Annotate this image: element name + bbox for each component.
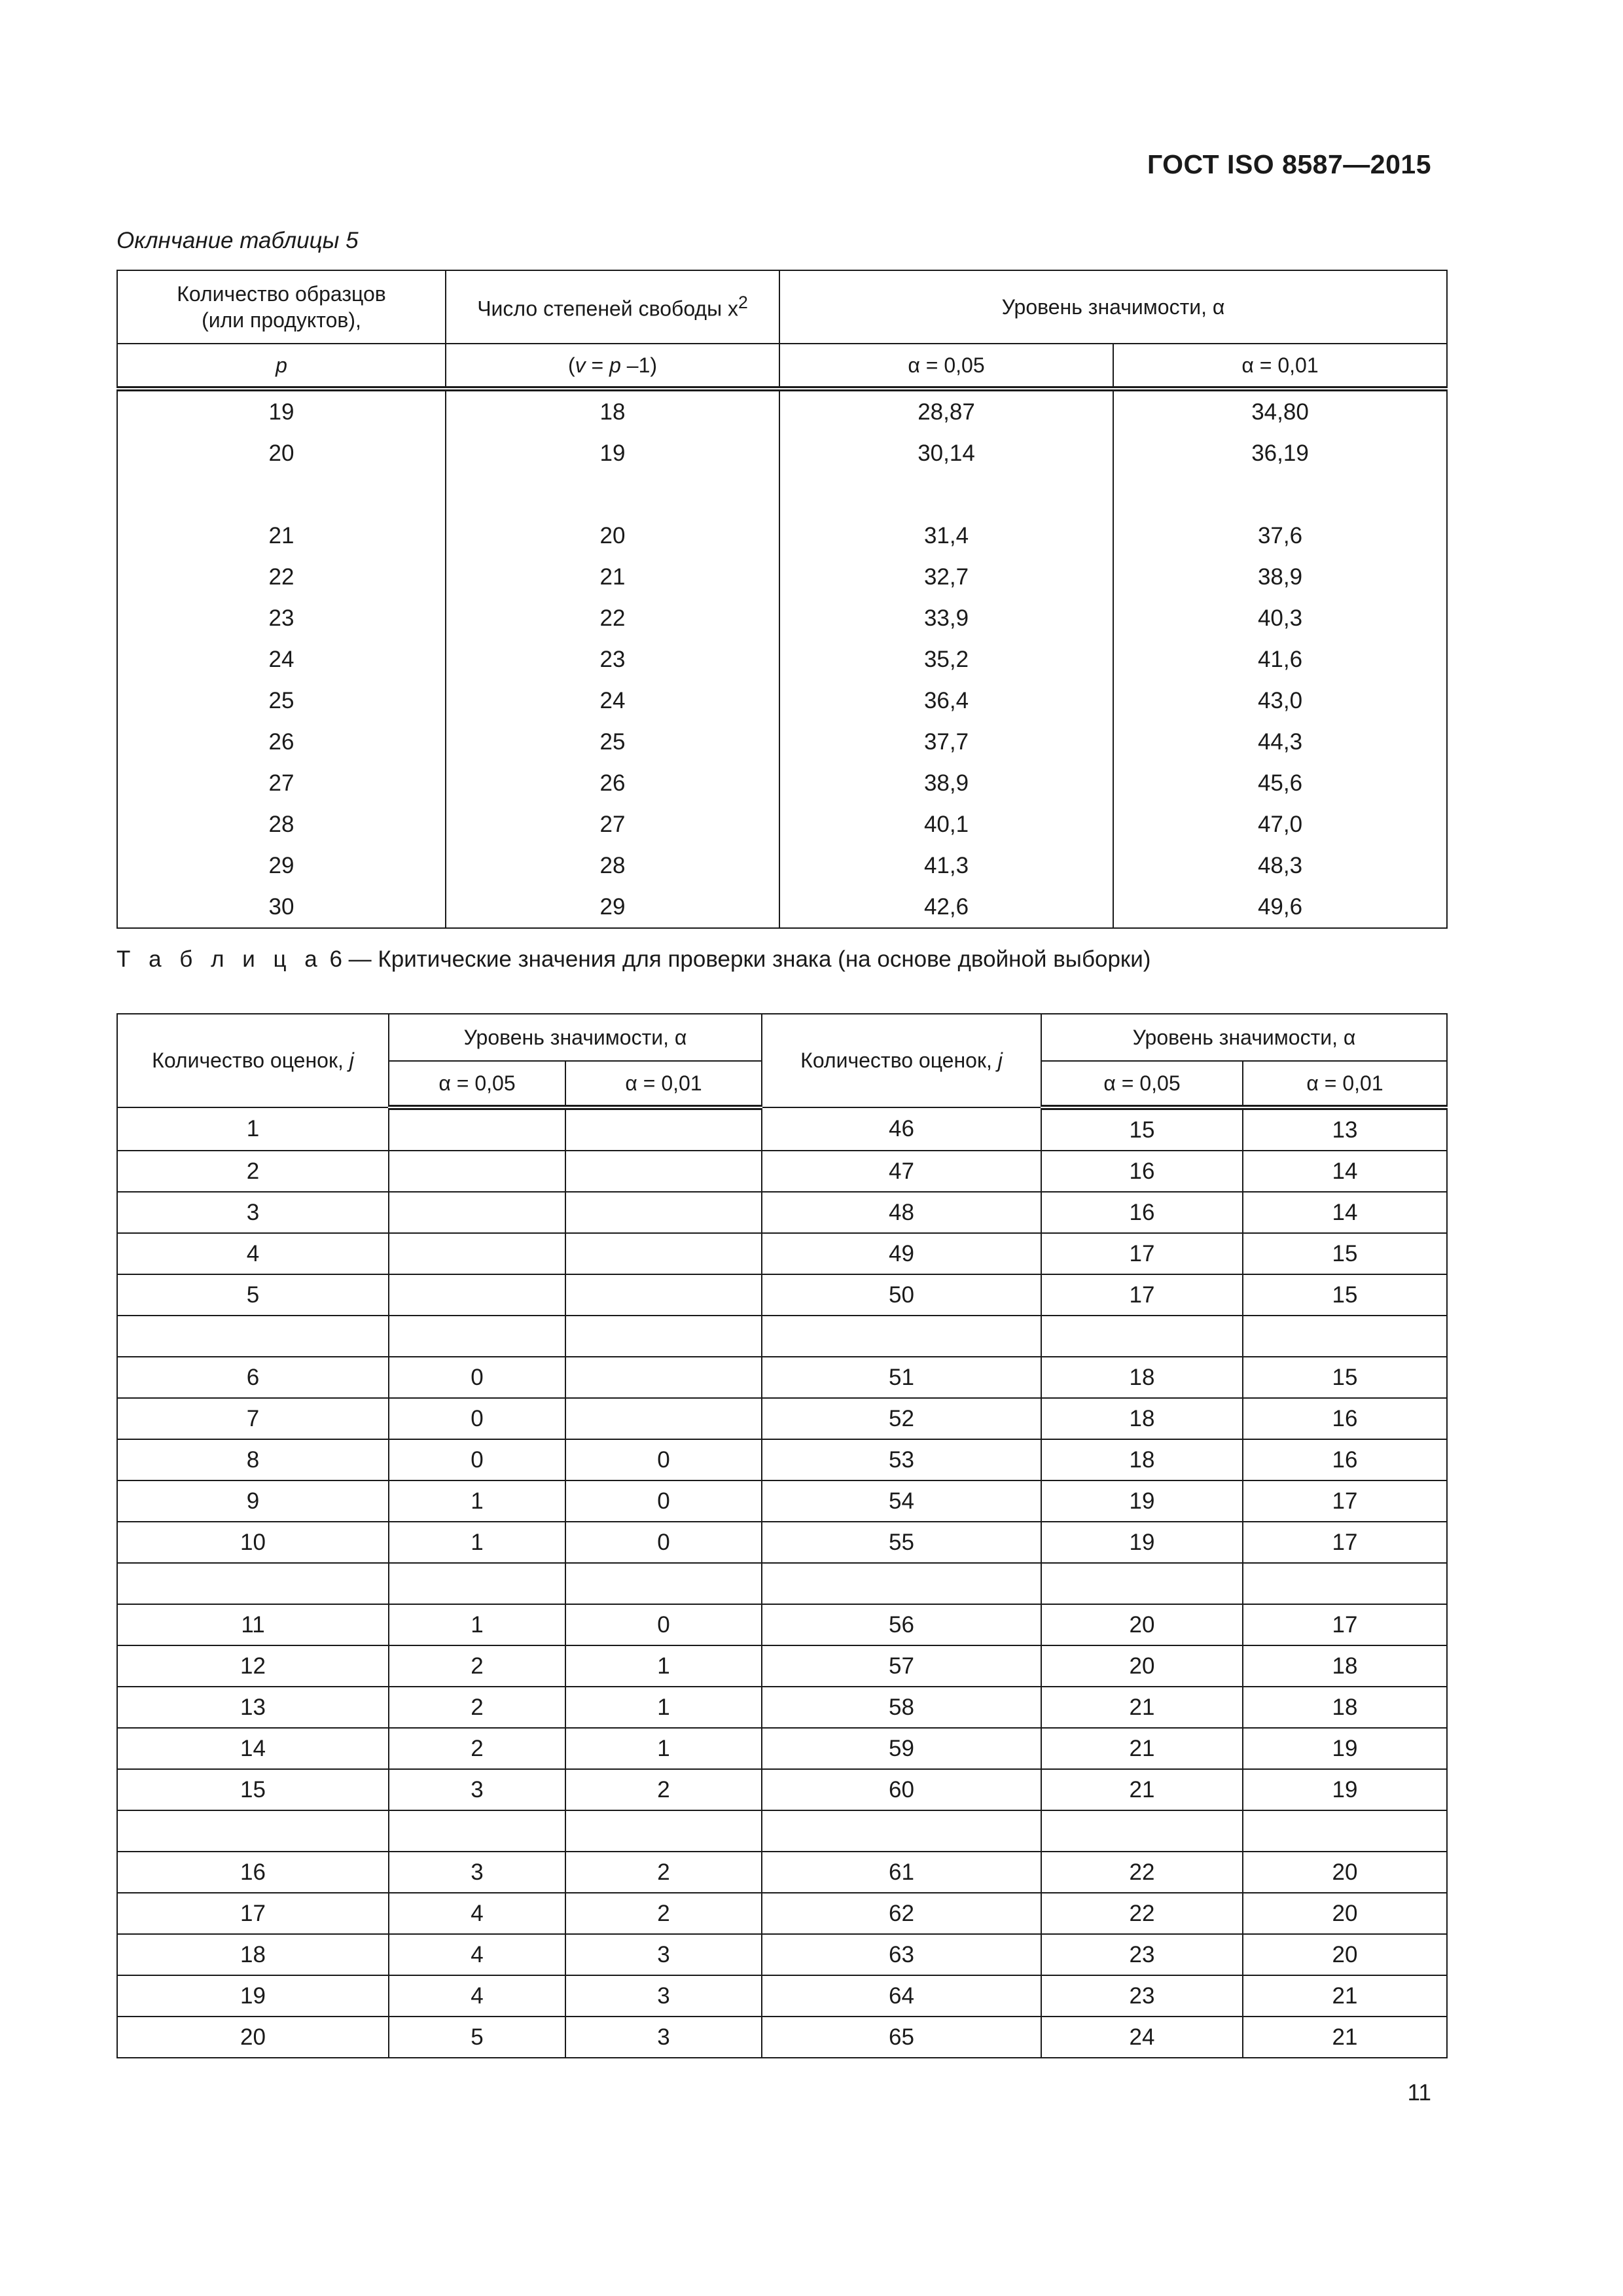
- table5-cell: 30: [117, 886, 446, 928]
- t5-header-dof: [446, 270, 779, 344]
- table6-cell: [565, 1274, 762, 1316]
- table-row: [117, 1852, 1447, 1893]
- t5-header-samples-line2: (или продуктов),: [202, 308, 361, 332]
- table-row: [117, 1192, 1447, 1233]
- table-row: [117, 680, 1447, 721]
- t6-header-count-left: [117, 1014, 389, 1107]
- t5-sub-v-p: p: [609, 353, 621, 377]
- table6-cell: 53: [762, 1439, 1041, 1480]
- table6-cell: 1: [565, 1687, 762, 1728]
- table6-cell: 9: [117, 1480, 389, 1522]
- table6-cell: 57: [762, 1645, 1041, 1687]
- table6-cell: 7: [117, 1398, 389, 1439]
- table5-cell: 40,3: [1113, 598, 1447, 639]
- table6-cell: 63: [762, 1934, 1041, 1975]
- table6-cell: 24: [1041, 2017, 1243, 2058]
- table5-cell: 19: [446, 433, 779, 474]
- table5-caption: Оклнчание таблицы 5: [116, 228, 359, 253]
- table6-cell: 0: [389, 1398, 565, 1439]
- table5-cell: [779, 474, 1113, 515]
- table6-cell: 51: [762, 1357, 1041, 1398]
- table5-cell: 37,6: [1113, 515, 1447, 556]
- table6-cell: 6: [117, 1357, 389, 1398]
- table5-cell: 23: [117, 598, 446, 639]
- table6-cell: 14: [117, 1728, 389, 1769]
- table6-cell: 0: [565, 1480, 762, 1522]
- table6-cell: 13: [117, 1687, 389, 1728]
- t5-sub-v-pre: (: [567, 353, 575, 377]
- table-6: [116, 1013, 1448, 2058]
- table-row: [117, 1893, 1447, 1934]
- table-row: [117, 1357, 1447, 1398]
- table5-cell: [117, 474, 446, 515]
- t6-header-count-left-label: Количество оценок,: [152, 1049, 349, 1072]
- table-row: [117, 1810, 1447, 1852]
- table6-cell: 11: [117, 1604, 389, 1645]
- table6-cell: 15: [1243, 1233, 1447, 1274]
- table-row: [117, 1398, 1447, 1439]
- table5-cell: [446, 474, 779, 515]
- table6-cell: [1041, 1563, 1243, 1604]
- table-row: [117, 804, 1447, 845]
- table5-cell: 21: [117, 515, 446, 556]
- table5-cell: 42,6: [779, 886, 1113, 928]
- table5-cell: 29: [446, 886, 779, 928]
- table6-cell: 15: [1243, 1357, 1447, 1398]
- table6-cell: 4: [389, 1893, 565, 1934]
- t6-header-count-left-var: j: [349, 1049, 354, 1072]
- table5-cell: 41,3: [779, 845, 1113, 886]
- t5-subheader-alpha-001: α = 0,01: [1113, 344, 1447, 389]
- table5-cell: 22: [117, 556, 446, 598]
- table-row: [117, 845, 1447, 886]
- table5-cell: 27: [117, 762, 446, 804]
- table6-cell: [389, 1810, 565, 1852]
- table6-cell: 16: [1041, 1192, 1243, 1233]
- table6-cell: [117, 1316, 389, 1357]
- table6-cell: 20: [1243, 1852, 1447, 1893]
- table6-cell: 17: [1041, 1274, 1243, 1316]
- t5-sub-v-var: v: [575, 353, 586, 377]
- t6-header-level-right: Уровень значимости, α: [1041, 1014, 1447, 1061]
- table6-cell: [117, 1563, 389, 1604]
- table6-cell: 1: [389, 1522, 565, 1563]
- table6-cell: [565, 1398, 762, 1439]
- table6-cell: 46: [762, 1107, 1041, 1151]
- table6-cell: [1243, 1810, 1447, 1852]
- table6-cell: [565, 1563, 762, 1604]
- t6-header-count-right-label: Количество оценок,: [800, 1049, 998, 1072]
- table5-cell: 30,14: [779, 433, 1113, 474]
- table6-cell: 5: [117, 1274, 389, 1316]
- table5-cell: 20: [446, 515, 779, 556]
- table6-cell: 18: [117, 1934, 389, 1975]
- table6-cell: 2: [117, 1151, 389, 1192]
- table6-cell: 1: [565, 1645, 762, 1687]
- table6-cell: 52: [762, 1398, 1041, 1439]
- t5-header-dof-label: Число степеней свободы x: [477, 296, 738, 321]
- table-row: [117, 1439, 1447, 1480]
- table6-cell: 21: [1041, 1728, 1243, 1769]
- table-row: [117, 598, 1447, 639]
- table6-cell: 20: [1243, 1893, 1447, 1934]
- table6-cell: 15: [1243, 1274, 1447, 1316]
- table-row: [117, 1107, 1447, 1151]
- table6-cell: [1041, 1810, 1243, 1852]
- table5-cell: 45,6: [1113, 762, 1447, 804]
- table5-cell: 36,4: [779, 680, 1113, 721]
- table-row: [117, 1274, 1447, 1316]
- table6-cell: 0: [389, 1439, 565, 1480]
- table5-cell: 24: [117, 639, 446, 680]
- table6-caption-label: Т а б л и ц а: [116, 946, 323, 972]
- table6-cell: [1243, 1316, 1447, 1357]
- table5-cell: 28: [446, 845, 779, 886]
- table6-cell: 50: [762, 1274, 1041, 1316]
- t6-header-level-left: Уровень значимости, α: [389, 1014, 762, 1061]
- t6-subheader-alpha-001-left: α = 0,01: [565, 1061, 762, 1107]
- table6-cell: 59: [762, 1728, 1041, 1769]
- table6-cell: 0: [389, 1357, 565, 1398]
- table-row: [117, 1563, 1447, 1604]
- table6-cell: 2: [389, 1728, 565, 1769]
- table6-cell: [565, 1810, 762, 1852]
- table6-cell: 0: [565, 1604, 762, 1645]
- table5-cell: 31,4: [779, 515, 1113, 556]
- table5-cell: 34,80: [1113, 389, 1447, 433]
- table6-cell: [565, 1316, 762, 1357]
- table-row: [117, 1769, 1447, 1810]
- table6-cell: [1243, 1563, 1447, 1604]
- t5-header-samples-line1: Количество образцов: [177, 282, 386, 306]
- table6-cell: 14: [1243, 1151, 1447, 1192]
- table5-cell: 22: [446, 598, 779, 639]
- table6-cell: 60: [762, 1769, 1041, 1810]
- table-row: [117, 433, 1447, 474]
- table-row: [117, 1975, 1447, 2017]
- table6-cell: 4: [389, 1934, 565, 1975]
- table5-cell: 27: [446, 804, 779, 845]
- t6-subheader-alpha-005-right: α = 0,05: [1041, 1061, 1243, 1107]
- table6-cell: 20: [1041, 1604, 1243, 1645]
- t5-subheader-v: [446, 344, 779, 389]
- table5-cell: 43,0: [1113, 680, 1447, 721]
- t6-body: [117, 1107, 1447, 2058]
- t6-header-count-right-var: j: [997, 1049, 1003, 1072]
- t5-body: [117, 389, 1447, 928]
- table6-cell: 16: [117, 1852, 389, 1893]
- table-row: [117, 1645, 1447, 1687]
- table6-cell: [389, 1233, 565, 1274]
- table5-cell: 25: [117, 680, 446, 721]
- table6-cell: [762, 1563, 1041, 1604]
- table5-cell: 28: [117, 804, 446, 845]
- table6-cell: 3: [389, 1769, 565, 1810]
- table6-caption-text: 6 — Критические значения для проверки знака (на основе двойной выборки): [323, 946, 1151, 972]
- table6-cell: 4: [117, 1233, 389, 1274]
- table6-cell: [389, 1316, 565, 1357]
- table5-cell: 29: [117, 845, 446, 886]
- table6-cell: 54: [762, 1480, 1041, 1522]
- t5-header-level: Уровень значимости, α: [779, 270, 1447, 344]
- table-row: [117, 515, 1447, 556]
- table-row: [117, 1934, 1447, 1975]
- table6-cell: 0: [565, 1522, 762, 1563]
- table-row: [117, 1233, 1447, 1274]
- table-row: [117, 1151, 1447, 1192]
- table6-cell: [565, 1192, 762, 1233]
- table6-cell: 19: [1041, 1480, 1243, 1522]
- t5-header-dof-sup: 2: [738, 293, 748, 313]
- table5-cell: 47,0: [1113, 804, 1447, 845]
- table6-cell: 23: [1041, 1934, 1243, 1975]
- document-id: ГОСТ ISO 8587—2015: [1147, 149, 1431, 179]
- table6-cell: 19: [1243, 1769, 1447, 1810]
- table5-cell: [1113, 474, 1447, 515]
- table5-cell: 38,9: [1113, 556, 1447, 598]
- table6-cell: [389, 1274, 565, 1316]
- table-row: [117, 639, 1447, 680]
- t6-subheader-alpha-001-right: α = 0,01: [1243, 1061, 1447, 1107]
- table5-cell: 33,9: [779, 598, 1113, 639]
- table6-cell: 17: [1243, 1480, 1447, 1522]
- table6-cell: 12: [117, 1645, 389, 1687]
- table6-cell: 20: [117, 2017, 389, 2058]
- table6-cell: 2: [565, 1769, 762, 1810]
- table5-cell: 18: [446, 389, 779, 433]
- t5-subheader-p: [117, 344, 446, 389]
- table5-cell: 36,19: [1113, 433, 1447, 474]
- table6-cell: 22: [1041, 1893, 1243, 1934]
- table-row: [117, 762, 1447, 804]
- table5-cell: 23: [446, 639, 779, 680]
- table6-cell: 17: [117, 1893, 389, 1934]
- table6-cell: 3: [565, 2017, 762, 2058]
- table6-cell: 64: [762, 1975, 1041, 2017]
- table6-cell: 1: [389, 1604, 565, 1645]
- table6-cell: [389, 1151, 565, 1192]
- table6-cell: [565, 1233, 762, 1274]
- t6-header-count-right: [762, 1014, 1041, 1107]
- table6-cell: 17: [1243, 1604, 1447, 1645]
- table6-cell: 19: [1041, 1522, 1243, 1563]
- table6-cell: 21: [1041, 1687, 1243, 1728]
- table6-cell: 5: [389, 2017, 565, 2058]
- table5-cell: 41,6: [1113, 639, 1447, 680]
- table-row: [117, 1728, 1447, 1769]
- table6-cell: 19: [1243, 1728, 1447, 1769]
- table6-caption: [116, 946, 1150, 973]
- table6-cell: 21: [1041, 1769, 1243, 1810]
- table6-cell: 18: [1243, 1645, 1447, 1687]
- table6-cell: 14: [1243, 1192, 1447, 1233]
- table5-cell: 35,2: [779, 639, 1113, 680]
- table5-cell: 21: [446, 556, 779, 598]
- table6-cell: 2: [565, 1852, 762, 1893]
- table6-cell: 10: [117, 1522, 389, 1563]
- table6-cell: [1041, 1316, 1243, 1357]
- table5-cell: 28,87: [779, 389, 1113, 433]
- table5-cell: 48,3: [1113, 845, 1447, 886]
- table6-cell: 58: [762, 1687, 1041, 1728]
- table6-cell: 16: [1041, 1151, 1243, 1192]
- t5-sub-v-mid: =: [585, 353, 610, 377]
- table6-cell: 1: [389, 1480, 565, 1522]
- table6-cell: 2: [389, 1687, 565, 1728]
- t5-subheader-p-var: p: [276, 353, 287, 377]
- table5-cell: 49,6: [1113, 886, 1447, 928]
- table6-cell: 4: [389, 1975, 565, 2017]
- table6-cell: 65: [762, 2017, 1041, 2058]
- table-5: [116, 270, 1448, 929]
- table-row: [117, 389, 1447, 433]
- table6-cell: 55: [762, 1522, 1041, 1563]
- t5-header-samples: [117, 270, 446, 344]
- table6-cell: 21: [1243, 1975, 1447, 2017]
- table5-cell: 25: [446, 721, 779, 762]
- table6-cell: 15: [117, 1769, 389, 1810]
- table5-cell: 20: [117, 433, 446, 474]
- table-row: [117, 721, 1447, 762]
- table6-cell: [117, 1810, 389, 1852]
- table6-cell: [389, 1107, 565, 1151]
- table5-cell: 37,7: [779, 721, 1113, 762]
- t5-subheader-alpha-005: α = 0,05: [779, 344, 1113, 389]
- table6-cell: 8: [117, 1439, 389, 1480]
- table6-cell: [565, 1151, 762, 1192]
- table6-cell: 13: [1243, 1107, 1447, 1151]
- table6-cell: 62: [762, 1893, 1041, 1934]
- table6-cell: [565, 1357, 762, 1398]
- table6-cell: 3: [565, 1934, 762, 1975]
- table6-cell: 17: [1041, 1233, 1243, 1274]
- table6-cell: 15: [1041, 1107, 1243, 1151]
- table-row: [117, 886, 1447, 928]
- table-row: [117, 1604, 1447, 1645]
- table6-cell: [389, 1563, 565, 1604]
- table6-cell: 19: [117, 1975, 389, 2017]
- table6-cell: 18: [1041, 1357, 1243, 1398]
- table-row: [117, 1316, 1447, 1357]
- table6-cell: 2: [389, 1645, 565, 1687]
- table5-cell: 24: [446, 680, 779, 721]
- table6-cell: 49: [762, 1233, 1041, 1274]
- table6-cell: 3: [565, 1975, 762, 2017]
- table6-cell: 20: [1041, 1645, 1243, 1687]
- table6-cell: [389, 1192, 565, 1233]
- table6-cell: 56: [762, 1604, 1041, 1645]
- table6-cell: 1: [565, 1728, 762, 1769]
- table6-cell: 47: [762, 1151, 1041, 1192]
- table6-cell: 18: [1041, 1439, 1243, 1480]
- table6-cell: 21: [1243, 2017, 1447, 2058]
- t6-subheader-alpha-005-left: α = 0,05: [389, 1061, 565, 1107]
- t5-sub-v-post: –1): [620, 353, 658, 377]
- table-row: [117, 2017, 1447, 2058]
- table6-cell: 17: [1243, 1522, 1447, 1563]
- table5-cell: 26: [117, 721, 446, 762]
- table5-cell: 38,9: [779, 762, 1113, 804]
- table5-cell: 40,1: [779, 804, 1113, 845]
- table6-cell: 61: [762, 1852, 1041, 1893]
- table6-cell: 22: [1041, 1852, 1243, 1893]
- table6-cell: 1: [117, 1107, 389, 1151]
- table5-cell: 19: [117, 389, 446, 433]
- table5-cell: 26: [446, 762, 779, 804]
- table6-cell: 0: [565, 1439, 762, 1480]
- table-row: [117, 474, 1447, 515]
- page-number: 11: [1407, 2080, 1431, 2106]
- table6-cell: 20: [1243, 1934, 1447, 1975]
- table6-cell: 18: [1041, 1398, 1243, 1439]
- table6-cell: 3: [117, 1192, 389, 1233]
- table6-cell: 2: [565, 1893, 762, 1934]
- table6-cell: [762, 1810, 1041, 1852]
- table5-cell: 44,3: [1113, 721, 1447, 762]
- table6-cell: 48: [762, 1192, 1041, 1233]
- table6-cell: 3: [389, 1852, 565, 1893]
- table6-cell: 16: [1243, 1398, 1447, 1439]
- table-row: [117, 1522, 1447, 1563]
- table6-cell: 23: [1041, 1975, 1243, 2017]
- table5-cell: 32,7: [779, 556, 1113, 598]
- table6-cell: [762, 1316, 1041, 1357]
- table-row: [117, 1480, 1447, 1522]
- table6-cell: 16: [1243, 1439, 1447, 1480]
- table-row: [117, 556, 1447, 598]
- table-row: [117, 1687, 1447, 1728]
- table6-cell: 18: [1243, 1687, 1447, 1728]
- table6-cell: [565, 1107, 762, 1151]
